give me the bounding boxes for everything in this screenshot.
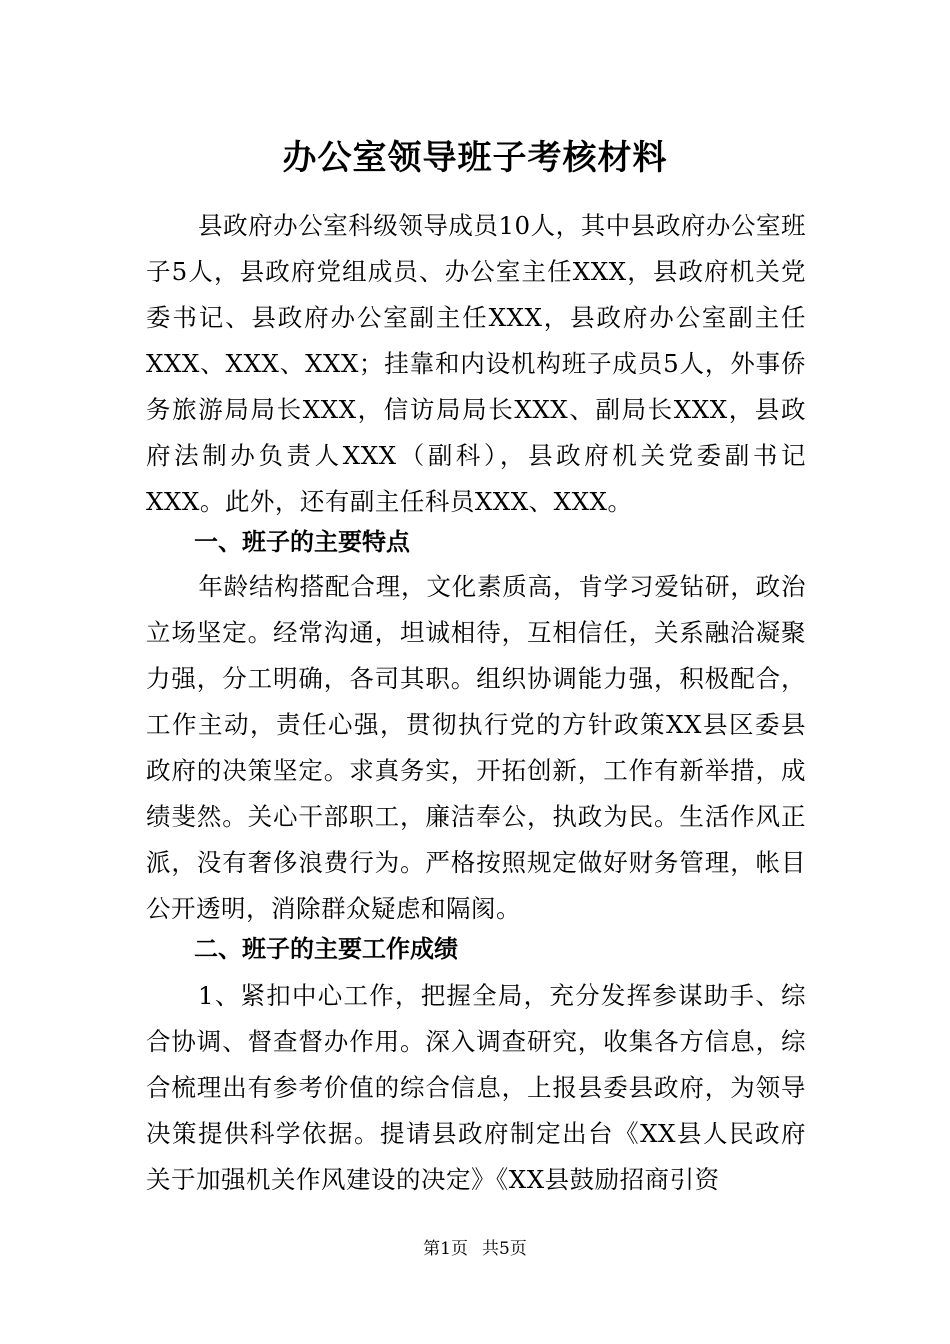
paragraph-achievements-text: 1、紧扣中心工作，把握全局，充分发挥参谋助手、综合协调、督查督办作用。深入调查研究，收集各方信息，综合梳理出有参考价值的综合信息，上报县委县政府，为领导决策提供科学依据。提请县政府制定出台《XX县人民政府关于加强机关作风建设的决定》《XX县鼓励招商引资 [146, 981, 806, 1194]
paragraph-intro-text: 县政府办公室科级领导成员10人，其中县政府办公室班子5人，县政府党组成员、办公室主任XXX，县政府机关党委书记、县政府办公室副主任XXX，县政府办公室副主任XXX、XXX、XXX；挂靠和内设机构班子成员5人，外事侨务旅游局局长XXX，信访局局长XXX、副局长XXX，县政府法制办负责人XXX（副科），县政府机关党委副书记XXX。此外，还有副主任科员XXX、XXX。 [146, 211, 806, 516]
paragraph-features [146, 564, 806, 932]
page-footer [0, 1237, 950, 1261]
document-title: 办公室领导班子考核材料 [282, 138, 668, 178]
page-number: 第1页 [423, 1239, 468, 1259]
paragraph-achievements [146, 973, 806, 1203]
paragraph-intro [146, 203, 806, 525]
section-heading-1: 一、班子的主要特点 [194, 528, 410, 556]
section-heading-2: 二、班子的主要工作成绩 [194, 935, 458, 963]
page-total: 共5页 [482, 1239, 527, 1259]
paragraph-features-text: 年龄结构搭配合理，文化素质高，肯学习爱钻研，政治立场坚定。经常沟通，坦诚相待，互相信任，关系融洽凝聚力强，分工明确，各司其职。组织协调能力强，积极配合，工作主动，责任心强，贯彻执行党的方针政策XX县区委县政府的决策坚定。求真务实，开拓创新，工作有新举措，成绩斐然。关心干部职工，廉洁奉公，执政为民。生活作风正派，没有奢侈浪费行为。严格按照规定做好财务管理，帐目公开透明，消除群众疑虑和隔阂。 [146, 572, 806, 923]
